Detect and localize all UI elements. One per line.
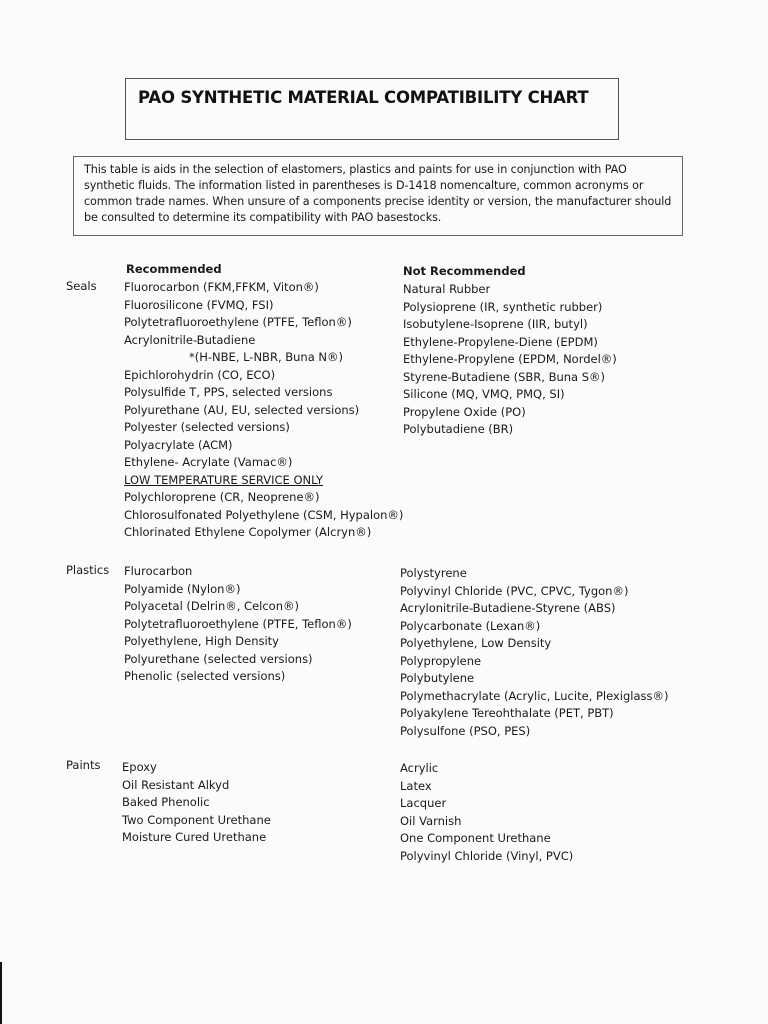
list-item: Phenolic (selected versions) (124, 669, 286, 683)
list-item: Polystyrene (400, 566, 467, 580)
intro-box (73, 156, 683, 236)
list-item: Epichlorohydrin (CO, ECO) (124, 367, 276, 382)
list-item: Flurocarbon (124, 564, 193, 578)
title-box (125, 78, 619, 140)
list-item: Polytetrafluoroethylene (PTFE, Teflon®) (124, 315, 352, 329)
list-item: Ethylene-Propylene (EPDM, Nordel®) (403, 352, 617, 366)
list-item: Chlorinated Ethylene Copolymer (Alcryn®) (124, 525, 372, 539)
list-item: Fluorocarbon (FKM,FFKM, Viton®) (124, 280, 319, 294)
seals-not-recommended-list (403, 281, 617, 439)
list-item: Styrene-Butadiene (SBR, Buna S®) (403, 369, 606, 384)
seals-label: Seals (66, 279, 97, 293)
list-item: *(H-NBE, L-NBR, Buna N®) (189, 350, 344, 364)
paints-label: Paints (66, 758, 101, 772)
list-item: Silicone (MQ, VMQ, PMQ, SI) (403, 387, 565, 401)
list-item: Polypropylene (400, 653, 482, 668)
list-item: Oil Varnish (400, 813, 462, 828)
recommended-header: Recommended (126, 262, 222, 276)
list-item: Oil Resistant Alkyd (122, 777, 230, 792)
list-item: Polyurethane (AU, EU, selected versions) (124, 402, 360, 417)
list-item: Baked Phenolic (122, 795, 210, 809)
page-title: PAO SYNTHETIC MATERIAL COMPATIBILITY CHART (138, 88, 589, 107)
list-item: Ethylene- Acrylate (Vamac®) (124, 455, 293, 469)
low-temperature-note: LOW TEMPERATURE SERVICE ONLY (124, 472, 324, 487)
list-item: Polysulfone (PSO, PES) (400, 723, 531, 738)
list-item: Moisture Cured Urethane (122, 830, 267, 844)
list-item: Polymethacrylate (Acrylic, Lucite, Plexiglass®) (400, 688, 669, 703)
not-recommended-header: Not Recommended (403, 264, 526, 278)
list-item: Ethylene-Propylene-Diene (EPDM) (403, 334, 598, 349)
list-item: Two Component Urethane (122, 812, 271, 827)
list-item: Polytetrafluoroethylene (PTFE, Teflon®) (124, 616, 352, 631)
list-item: Polyurethane (selected versions) (124, 651, 313, 666)
list-item: Acrylonitrile-Butadiene (124, 332, 256, 347)
list-item: Latex (400, 778, 432, 793)
list-item: Polyethylene, Low Density (400, 636, 552, 650)
paints-recommended-list (122, 759, 271, 847)
list-item: Acrylic (400, 761, 439, 775)
list-item: Polybutadiene (BR) (403, 422, 514, 436)
list-item: One Component Urethane (400, 831, 551, 845)
list-item: Polyvinyl Chloride (PVC, CPVC, Tygon®) (400, 583, 629, 598)
list-item: Polysulfide T, PPS, selected versions (124, 385, 333, 399)
intro-paragraph: This table is aids in the selection of elastomers, plastics and paints for use in conjunction with PAO synthetic fluids. The information listed in parentheses is D-1418 nomencalture, common acronyms or common trade names. When unsure of a components precise identity or version, the manufacturer should be consulted to determine its compatibility with PAO basestocks. (84, 163, 672, 224)
list-item: Polycarbonate (Lexan®) (400, 618, 541, 633)
seals-recommended-list (124, 279, 403, 542)
list-item: Polyethylene, High Density (124, 634, 279, 648)
list-item: Polysioprene (IR, synthetic rubber) (403, 299, 603, 314)
list-item: Polychloroprene (CR, Neoprene®) (124, 490, 320, 504)
list-item: Isobutylene-Isoprene (IIR, butyl) (403, 317, 588, 331)
list-item: Polyakylene Tereohthalate (PET, PBT) (400, 706, 614, 720)
list-item: Fluorosilicone (FVMQ, FSI) (124, 297, 274, 312)
list-item: Polyamide (Nylon®) (124, 581, 241, 596)
list-item: Propylene Oxide (PO) (403, 404, 526, 419)
list-item: Polyester (selected versions) (124, 420, 290, 434)
plastics-not-recommended-list (400, 565, 668, 740)
list-item: Natural Rubber (403, 282, 491, 296)
list-item: Polybutylene (400, 671, 475, 685)
list-item: Polyacetal (Delrin®, Celcon®) (124, 599, 299, 613)
list-item: Acrylonitrile-Butadiene-Styrene (ABS) (400, 601, 616, 615)
list-item: Epoxy (122, 760, 157, 774)
scan-edge-mark (0, 962, 2, 1024)
list-item: Lacquer (400, 796, 447, 810)
plastics-recommended-list (124, 563, 352, 686)
list-item: Chlorosulfonated Polyethylene (CSM, Hypalon®) (124, 507, 404, 522)
list-item: Polyacrylate (ACM) (124, 437, 233, 452)
list-item: Polyvinyl Chloride (Vinyl, PVC) (400, 848, 574, 863)
plastics-label: Plastics (66, 563, 110, 577)
paints-not-recommended-list (400, 760, 573, 865)
